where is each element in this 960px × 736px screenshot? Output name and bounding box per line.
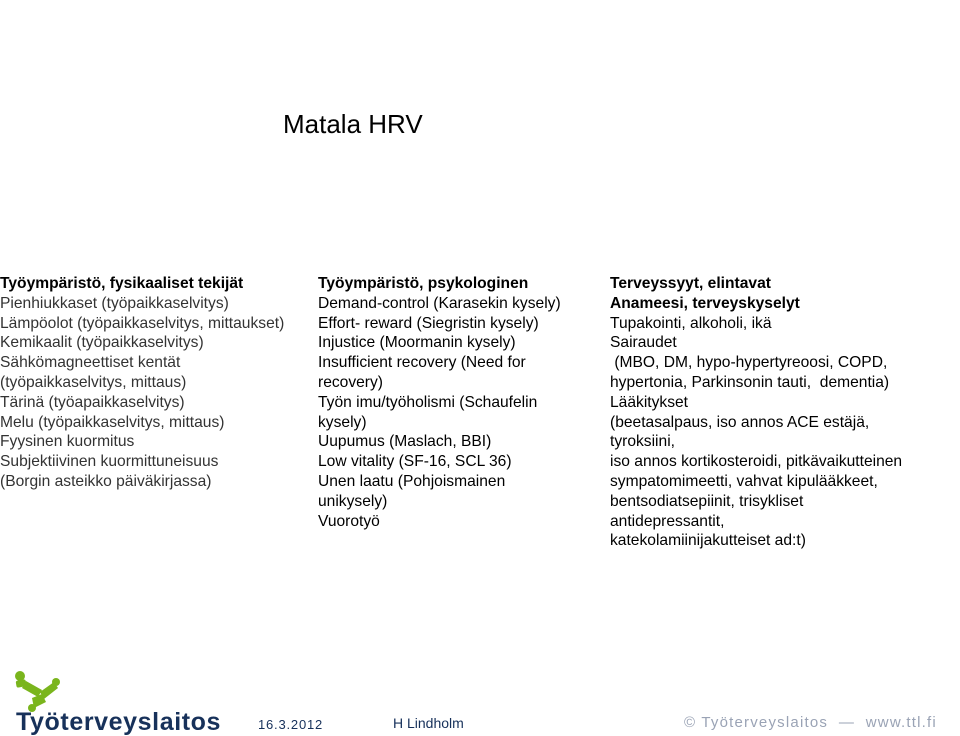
list-item: Vuorotyö	[318, 512, 380, 530]
list-item: (beetasalpaus, iso annos ACE estäjä,	[610, 413, 870, 431]
list-item: Fyysinen kuormitus	[0, 433, 135, 451]
footer-date: 16.3.2012	[258, 717, 324, 732]
list-item: hypertonia, Parkinsonin tauti, dementia)	[610, 373, 890, 391]
list-item: Melu (työpaikkaselvitys, mittaus)	[0, 413, 225, 431]
list-item: recovery)	[318, 373, 383, 391]
list-item: katekolamiinijakutteiset ad:t)	[610, 532, 806, 550]
logo-mark-icon	[12, 668, 60, 712]
column-psychological-factors	[318, 274, 561, 531]
list-item: sympatomimeetti, vahvat kipulääkkeet,	[610, 472, 878, 490]
column-heading: Työympäristö, fysikaaliset tekijät	[0, 275, 244, 292]
list-item: (Borgin asteikko päiväkirjassa)	[0, 472, 212, 490]
list-item: Subjektiivinen kuormittuneisuus	[0, 453, 219, 471]
list-item: Tupakointi, alkoholi, ikä	[610, 314, 772, 332]
list-item: tyroksiini,	[610, 433, 675, 451]
list-item: Uupumus (Maslach, BBI)	[318, 433, 492, 451]
list-item: Tärinä (työapaikkaselvitys)	[0, 393, 185, 411]
column-heading: Työympäristö, psykologinen	[318, 275, 529, 292]
list-item: Kemikaalit (työpaikkaselvitys)	[0, 334, 204, 352]
list-item: antidepressantit,	[610, 512, 725, 530]
list-item: Injustice (Moormanin kysely)	[318, 334, 516, 352]
column-physical-factors	[0, 274, 284, 492]
column-heading: Terveyssyyt, elintavat	[610, 275, 771, 292]
list-item: kysely)	[318, 413, 367, 431]
list-item: iso annos kortikosteroidi, pitkävaikutteinen	[610, 453, 903, 471]
footer-copyright: © Työterveyslaitos — www.ttl.fi	[684, 714, 937, 731]
slide-title: Matala HRV	[283, 109, 423, 139]
list-item: (MBO, DM, hypo-hypertyreoosi, COPD,	[610, 354, 888, 372]
list-item: Sähkömagneettiset kentät	[0, 354, 181, 372]
list-item: Pienhiukkaset (työpaikkaselvitys)	[0, 294, 229, 312]
list-item: (työpaikkaselvitys, mittaus)	[0, 373, 187, 391]
list-item: Low vitality (SF-16, SCL 36)	[318, 453, 512, 471]
list-item: bentsodiatsepiinit, trisykliset	[610, 492, 804, 510]
column-subheading: Anameesi, terveyskyselyt	[610, 294, 800, 312]
list-item: Lääkitykset	[610, 393, 689, 411]
list-item: unikysely)	[318, 492, 388, 510]
list-item: Insufficient recovery (Need for	[318, 354, 526, 372]
list-item: Lämpöolot (työpaikkaselvitys, mittaukset)	[0, 314, 285, 332]
list-item: Demand-control (Karasekin kysely)	[318, 294, 561, 312]
list-item: Työn imu/työholismi (Schaufelin	[318, 393, 538, 411]
list-item: Effort- reward (Siegristin kysely)	[318, 314, 539, 332]
list-item: Sairaudet	[610, 334, 677, 352]
logo-text: Työterveyslaitos	[16, 708, 222, 736]
list-item: Unen laatu (Pohjoismainen	[318, 472, 506, 490]
footer-author: H Lindholm	[393, 715, 464, 731]
column-health-lifestyle	[610, 274, 902, 551]
organization-logo	[12, 668, 222, 736]
